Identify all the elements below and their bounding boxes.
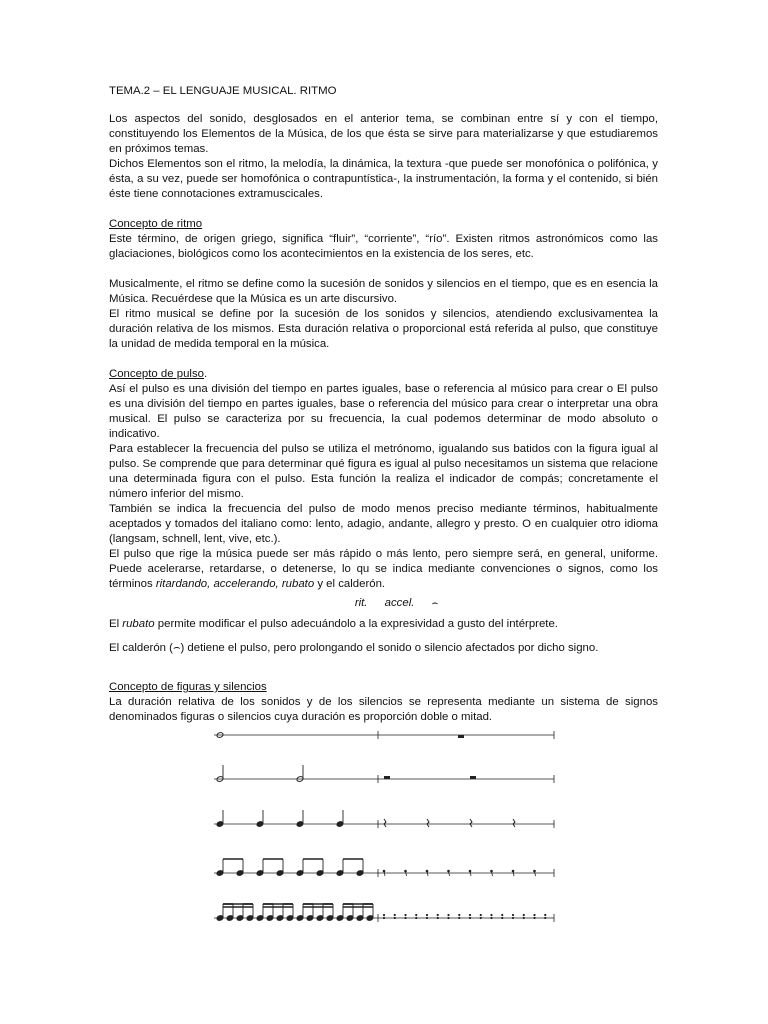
sixteenth-rest: [490, 914, 492, 916]
ritmo-paragraph-3: El ritmo musical se define por la sucesión de los sonidos y silencios, atendiendo exclusivamentea la duración relativa de los mismos. Esta duración relativa o proporcional está referida al pulso, que constituye la unidad de medida temporal en la música.: [109, 308, 658, 350]
sixteenth-rest: [415, 917, 417, 919]
quarter-rest: [427, 819, 429, 827]
sixteenth-rest: [458, 917, 460, 919]
sixteenth-rest: [447, 914, 449, 916]
sixteenth-rest: [523, 917, 525, 919]
rubato-prefix: El: [109, 618, 123, 630]
sixteenth-rest: [512, 914, 514, 916]
sixteenth-rest: [404, 914, 406, 916]
sixteenth-rest: [512, 917, 514, 919]
sixteenth-rest: [480, 914, 482, 916]
pulso-italic-terms: ritardando, accelerando, rubato: [155, 578, 315, 590]
sixteenth-rest: [437, 917, 439, 919]
figuras-paragraph-1: La duración relativa de los sonidos y de los silencios se representa mediante un sistema de signos denominados figuras o silencios cuya duración es proporción doble o mitad.: [109, 696, 658, 723]
sign-accel: accel.: [384, 597, 415, 609]
half-rest: [384, 776, 390, 779]
section-heading-pulso-line: [109, 367, 658, 382]
sixteenth-rest: [523, 914, 525, 916]
rubato-paragraph: [109, 617, 658, 632]
sixteenth-rest: [480, 917, 482, 919]
sixteenth-rest: [469, 914, 471, 916]
fermata-icon: ⌢: [431, 598, 439, 609]
sixteenth-rest: [426, 917, 428, 919]
sign-rit: rit.: [354, 597, 368, 609]
sixteenth-rest: [490, 917, 492, 919]
sixteenth-rest: [501, 914, 503, 916]
sixteenth-rest: [469, 917, 471, 919]
sixteenth-rest: [501, 917, 503, 919]
section-heading-figuras: Concepto de figuras y silencios: [109, 681, 267, 693]
pulso-paragraph-4: [109, 547, 658, 592]
sixteenth-rest: [383, 917, 385, 919]
pulso-paragraph-1: Así el pulso es una división del tiempo en partes iguales, base o referencia al músico para crear o El pulso es una división del tiempo en partes iguales, base o referencia del músico para crear o interpretar una obra musical. El pulso se caracteriza por su frecuencia, la cual podemos determinar de modo absoluto o indicativo.: [109, 383, 658, 440]
sixteenth-rest: [544, 917, 546, 919]
rubato-rest: permite modificar el pulso adecuándolo a la expresividad a gusto del intérprete.: [154, 618, 558, 630]
pulso-paragraph-4-end: y el calderón.: [314, 578, 386, 590]
ritmo-paragraph-2: Musicalmente, el ritmo se define como la sucesión de sonidos y silencios en el tiempo, que es en esencia la Música. Recuérdese que la Música es un arte discursivo.: [109, 278, 658, 305]
sixteenth-rest: [383, 914, 385, 916]
quarter-rest: [384, 819, 386, 827]
sixteenth-rest: [544, 914, 546, 916]
quarter-rest: [513, 819, 515, 827]
sixteenth-rest: [415, 914, 417, 916]
whole-rest: [458, 735, 464, 738]
document-title: TEMA.2 – EL LENGUAJE MUSICAL. RITMO: [109, 85, 337, 97]
sixteenth-rest: [458, 914, 460, 916]
sixteenth-rest: [533, 914, 535, 916]
tempo-signs: [109, 596, 658, 611]
rhythm-figures-svg: [208, 720, 564, 940]
sixteenth-rest: [394, 914, 396, 916]
sixteenth-rest: [394, 917, 396, 919]
calderon-paragraph: El calderón (⌢) detiene el pulso, pero prolongando el sonido o silencio afectados por dicho signo.: [109, 642, 599, 654]
pulso-paragraph-2: Para establecer la frecuencia del pulso se utiliza el metrónomo, igualando sus batidos con la figura igual al pulso. Se comprende que para determinar qué figura es igual al pulso necesitamos un sistema que relacione una determinada figura con el pulso. Esta función la realiza el indicador de compás; concretamente el número inferior del mismo.: [109, 443, 658, 500]
pulso-paragraph-4-start: El pulso que rige la música puede ser más rápido o más lento, pero siempre será, en general, uniforme. Puede acelerarse, retardarse, o detenerse, lo qu se indica mediante convenciones o signos, como los términos: [109, 548, 658, 590]
sixteenth-rest: [533, 917, 535, 919]
rubato-word: rubato: [122, 618, 155, 630]
intro-paragraph-1: Los aspectos del sonido, desglosados en el anterior tema, se combinan entre sí y con el tiempo, constituyendo los Elementos de la Música, de los que ésta se sirve para materializarse y que estudiaremos en próximos temas.: [109, 113, 658, 155]
pulso-heading-period: .: [204, 368, 208, 380]
sixteenth-rest: [437, 914, 439, 916]
section-heading-ritmo: Concepto de ritmo: [109, 218, 203, 230]
sixteenth-rest: [447, 917, 449, 919]
quarter-rest: [470, 819, 472, 827]
rhythm-figures-diagram: [208, 720, 564, 940]
section-heading-pulso: Concepto de pulso: [109, 368, 204, 380]
sixteenth-rest: [426, 914, 428, 916]
ritmo-paragraph-1: Este término, de origen griego, significa “fluir”, “corriente”, “río”. Existen ritmos astronómicos como las glaciaciones, biológicos como los acontecimientos en la existencia de los seres, etc.: [109, 233, 658, 260]
intro-paragraph-2: Dichos Elementos son el ritmo, la melodía, la dinámica, la textura -que puede ser monofónica o polifónica, y ésta, a su vez, puede ser homofónica o contrapuntística-, la instrumentación, la forma y el contenido, si bién éste tiene connotaciones extramuscicales.: [109, 158, 658, 200]
half-rest: [470, 776, 476, 779]
document-body: [109, 84, 658, 725]
sixteenth-rest: [404, 917, 406, 919]
pulso-paragraph-3: También se indica la frecuencia del pulso de modo menos preciso mediante términos, habitualmente aceptados y tomados del italiano como: lento, adagio, andante, allegro y presto. O en cualquier otro idioma (langsam, schnell, lent, vive, etc.).: [109, 503, 658, 545]
